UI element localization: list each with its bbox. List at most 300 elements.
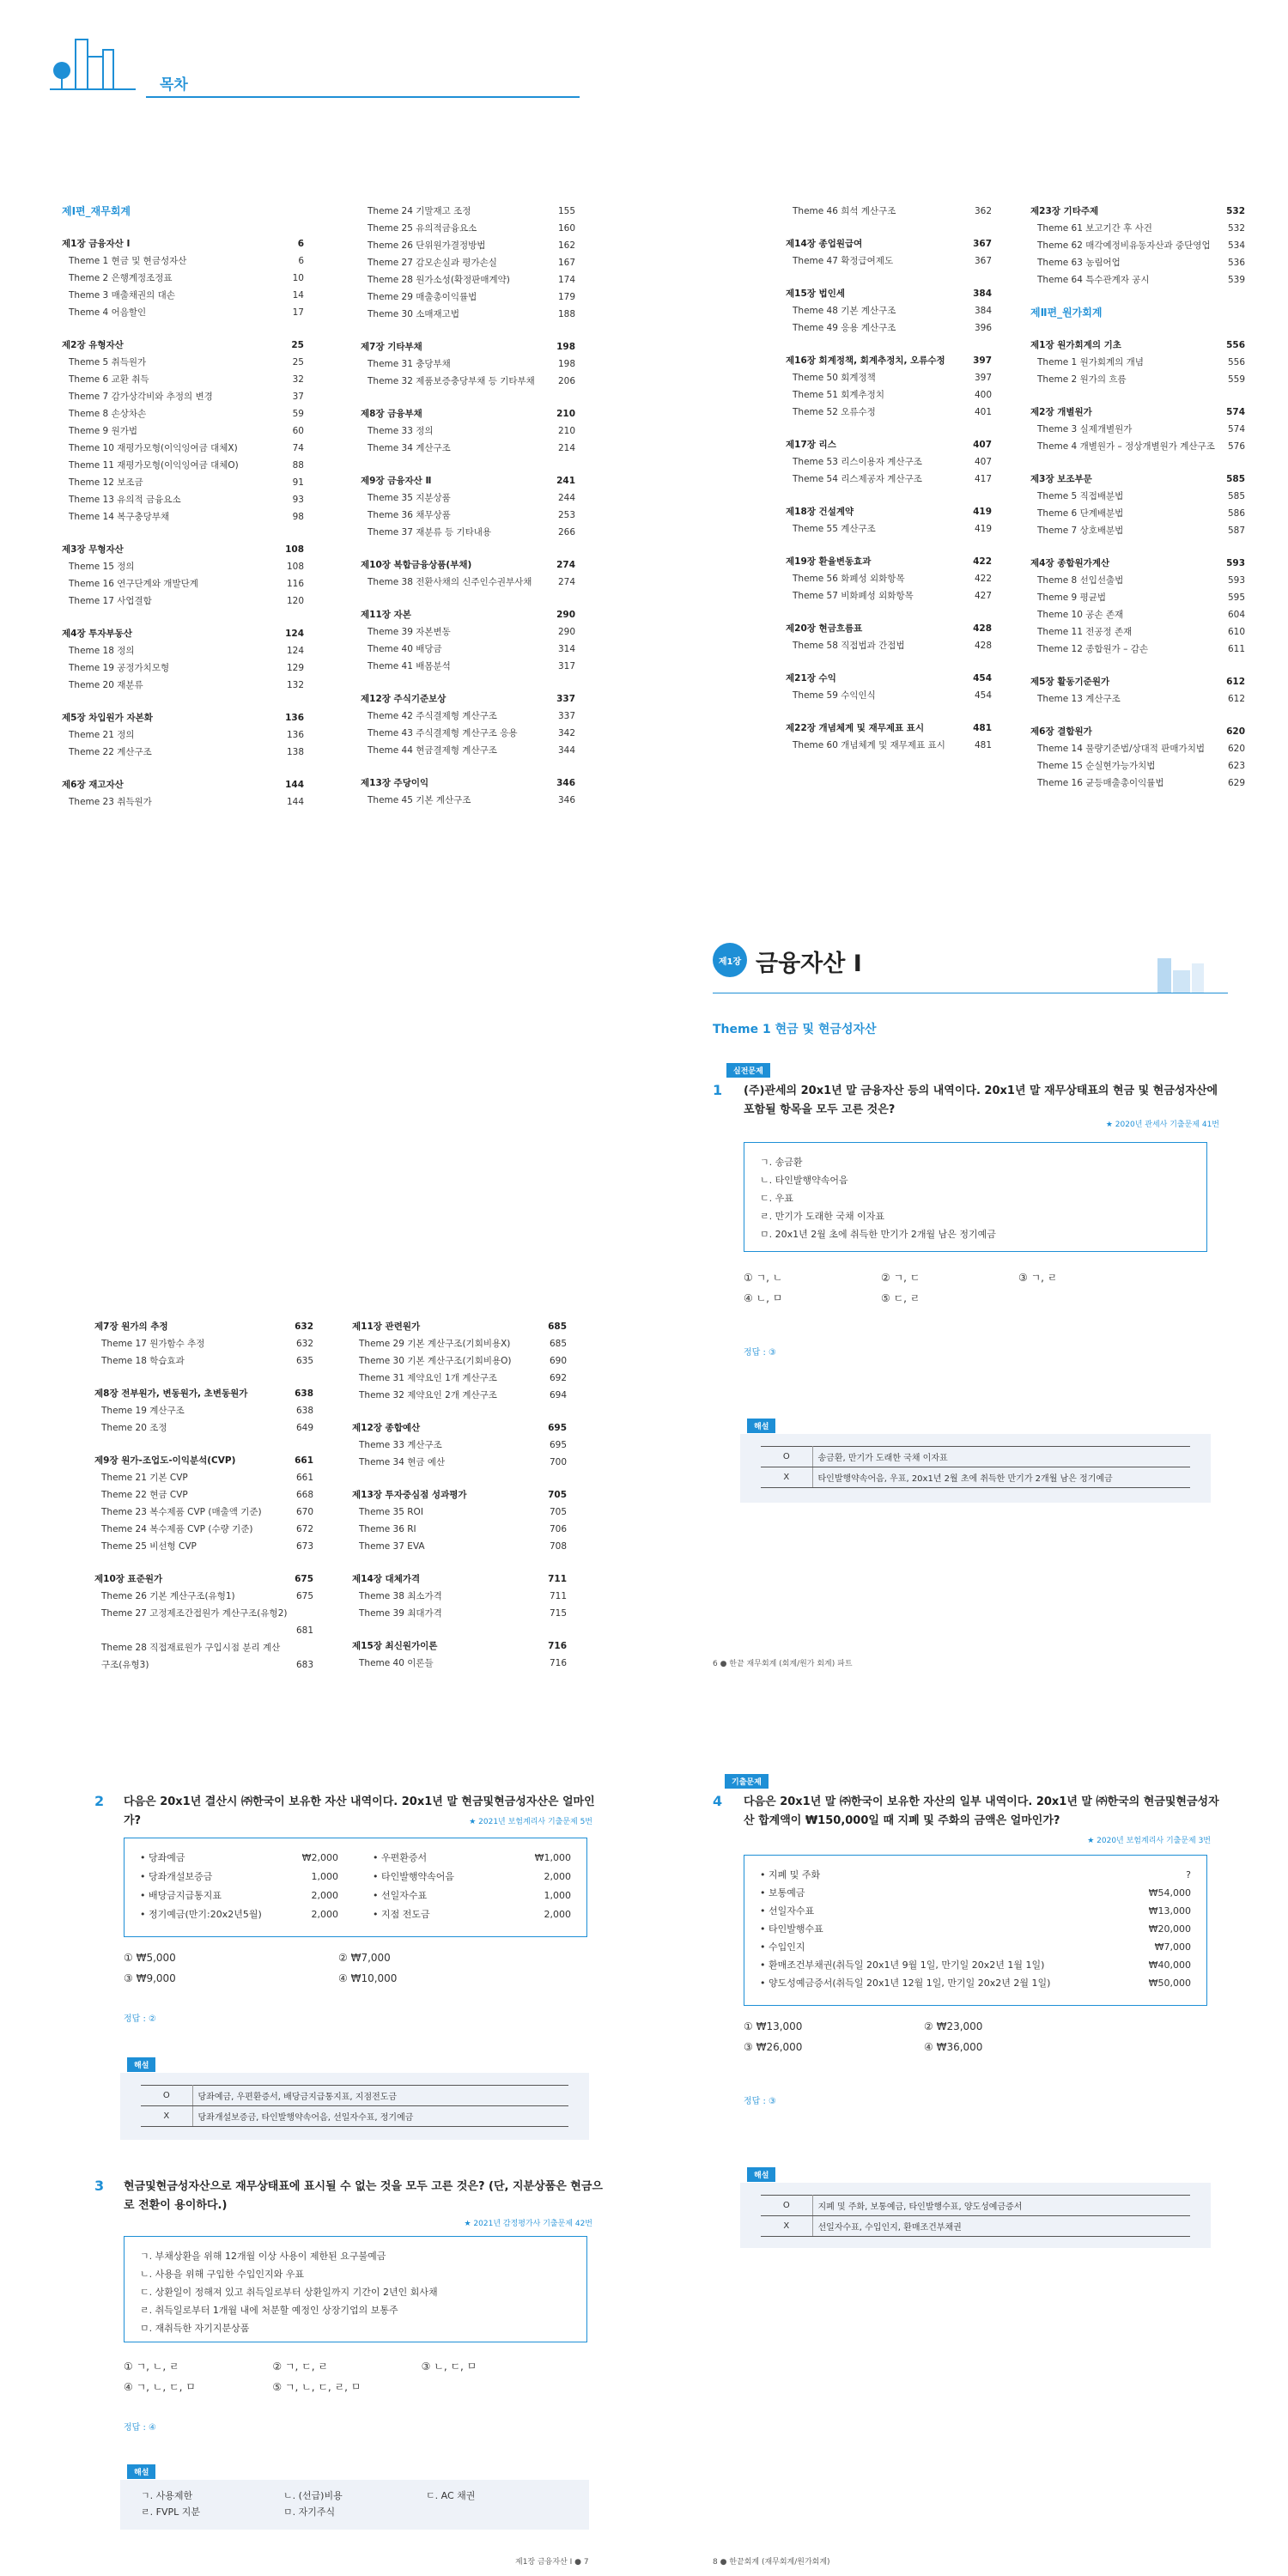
toc-theme-item bbox=[361, 708, 575, 725]
toc-theme-item-label: Theme 37 EVA bbox=[359, 1541, 425, 1552]
toc-theme-item bbox=[1030, 641, 1245, 658]
toc-theme-item bbox=[361, 355, 575, 373]
toc-chapter-label: 제9장 금융자산 Ⅱ bbox=[361, 476, 432, 486]
toc-theme-item-label: Theme 57 비화폐성 외화항목 bbox=[793, 591, 914, 601]
toc-theme-item bbox=[62, 592, 304, 610]
toc-chapter bbox=[361, 556, 575, 574]
toc-theme-item bbox=[786, 404, 992, 421]
toc-chapter-label: 제18장 건설계약 bbox=[786, 507, 854, 517]
toc-block bbox=[62, 625, 304, 694]
toc-theme-item bbox=[361, 422, 575, 440]
toc-chapter bbox=[361, 775, 575, 792]
q2-asset-item-label: • 지점 전도금 bbox=[373, 1909, 430, 1920]
toc-theme-item-label: Theme 23 복수제품 CVP (매출액 기준) bbox=[101, 1507, 262, 1517]
toc-column-3 bbox=[786, 203, 992, 769]
toc-theme-item-label: Theme 13 계산구조 bbox=[1037, 694, 1121, 704]
toc-chapter-label: 제11장 관련원가 bbox=[352, 1321, 421, 1332]
toc-theme-item bbox=[786, 369, 992, 386]
q4-choice: ① ₩13,000 bbox=[744, 2020, 803, 2032]
toc-theme-item-page: 253 bbox=[557, 510, 575, 520]
q4-asset-item-page: ? bbox=[1186, 1869, 1191, 1880]
toc-theme-item-label: Theme 36 RI bbox=[359, 1524, 416, 1534]
q4-asset-item-label: • 선일자수표 bbox=[760, 1905, 815, 1917]
toc-theme-item-page: 244 bbox=[557, 493, 575, 503]
toc-theme-item-label: Theme 30 소매재고법 bbox=[368, 309, 459, 319]
toc-theme-item-page: 266 bbox=[557, 527, 575, 538]
toc-chapter-page: 290 bbox=[556, 610, 575, 620]
toc-block bbox=[352, 1419, 567, 1471]
toc-theme-item bbox=[1030, 271, 1245, 289]
toc-block bbox=[786, 203, 992, 220]
toc-theme-item-page: 17 bbox=[292, 307, 304, 318]
toc-block bbox=[352, 1486, 567, 1555]
toc-theme-item-label: Theme 4 개별원가 – 정상개별원가 계산구조 bbox=[1037, 441, 1215, 452]
toc-theme-item-label: Theme 54 리스제공자 계산구조 bbox=[793, 474, 922, 484]
toc-column-4 bbox=[1030, 203, 1245, 807]
toc-theme-item-label: Theme 38 전환사채의 신주인수권부사채 bbox=[368, 577, 532, 587]
toc-theme-item bbox=[62, 474, 304, 491]
toc-theme-item-page: 593 bbox=[1227, 575, 1245, 586]
toc-theme-item-page: 384 bbox=[974, 306, 992, 316]
toc-chapter bbox=[1030, 555, 1245, 572]
q3-explanation-item: ㄷ. AC 채권 bbox=[426, 2490, 476, 2501]
toc-chapter-label: 제4장 종합원가계산 bbox=[1030, 558, 1110, 568]
toc-chapter-label: 제4장 투자부동산 bbox=[62, 629, 132, 639]
toc-theme-item-label: Theme 13 유의적 금융요소 bbox=[69, 495, 181, 505]
toc-theme-item-label: Theme 26 단위원가결정방법 bbox=[368, 240, 486, 251]
q4-asset-item-label: • 환매조건부채권(취득일 20x1년 9월 1일, 만기일 20x2년 1월 1일) bbox=[760, 1959, 1045, 1971]
toc-block bbox=[361, 556, 575, 591]
q4-text: 다음은 20x1년 말 ㈜한국이 보유한 자산의 일부 내역이다. 20x1년 말 ㈜한국의 현금및현금성자산 합계액이 ₩150,000일 때 지폐 및 주화의 금액은 얼마인가? bbox=[744, 1795, 1219, 1827]
toc-chapter bbox=[62, 625, 304, 642]
toc-chapter-page: 198 bbox=[556, 342, 575, 352]
toc-chapter bbox=[786, 235, 992, 252]
toc-theme-item bbox=[1030, 589, 1245, 606]
toc-chapter-page: 454 bbox=[973, 673, 992, 683]
q1-choices bbox=[744, 1267, 1156, 1309]
toc-theme-item bbox=[361, 725, 575, 742]
toc-theme-item-page: 670 bbox=[295, 1507, 313, 1517]
toc-chapter-label: 제13장 투자중심점 성과평가 bbox=[352, 1490, 467, 1500]
toc-theme-item bbox=[1030, 237, 1245, 254]
toc-chapter-page: 337 bbox=[556, 694, 575, 704]
toc-theme-item-page: 120 bbox=[286, 596, 304, 606]
toc-chapter bbox=[786, 620, 992, 637]
toc-theme-item-page: 536 bbox=[1227, 258, 1245, 268]
q2-asset-item bbox=[140, 1905, 338, 1924]
page-title: 목차 bbox=[160, 76, 188, 94]
toc-theme-item-page: 695 bbox=[549, 1440, 567, 1450]
toc-theme-item-label: Theme 10 공손 존재 bbox=[1037, 610, 1124, 620]
toc-theme-item bbox=[786, 319, 992, 337]
toc-chapter-page: 428 bbox=[973, 623, 992, 634]
q2-items-left bbox=[140, 1849, 338, 1924]
toc-theme-item bbox=[352, 1655, 567, 1672]
q3-statement: ㄴ. 사용을 위해 구입한 수입인지와 우표 bbox=[140, 2269, 304, 2280]
toc-theme-item bbox=[361, 742, 575, 759]
toc-block bbox=[62, 203, 304, 220]
toc-chapter bbox=[361, 405, 575, 422]
toc-theme-item-page: 711 bbox=[549, 1591, 567, 1601]
toc-chapter-label: 제16장 회계정책, 회계추정치, 오류수정 bbox=[786, 355, 945, 366]
explanation-row bbox=[761, 2196, 1190, 2216]
toc-chapter bbox=[1030, 723, 1245, 740]
q4-choice: ④ ₩36,000 bbox=[924, 2041, 983, 2053]
toc-theme-item-label: Theme 12 보조금 bbox=[69, 477, 143, 488]
toc-theme-item-label: Theme 63 농림어업 bbox=[1037, 258, 1121, 268]
toc-theme-item-page: 595 bbox=[1227, 592, 1245, 603]
toc-chapter-page: 397 bbox=[973, 355, 992, 366]
explanation-key: O bbox=[141, 2086, 192, 2106]
toc-theme-item-page: 98 bbox=[292, 512, 304, 522]
toc-block bbox=[1030, 203, 1245, 289]
toc-theme-item-page: 705 bbox=[549, 1507, 567, 1517]
toc-chapter bbox=[94, 1385, 313, 1402]
toc-theme-item bbox=[62, 659, 304, 677]
toc-theme-item-label: Theme 20 재분류 bbox=[69, 680, 143, 690]
toc-theme-item-page: 454 bbox=[974, 690, 992, 701]
toc-theme-item bbox=[1030, 371, 1245, 388]
toc-theme-item-label: Theme 32 제약요인 2개 계산구조 bbox=[359, 1390, 497, 1400]
toc-chapter-label: 제2장 유형자산 bbox=[62, 340, 124, 350]
toc-chapter bbox=[352, 1318, 567, 1335]
toc-theme-item bbox=[786, 587, 992, 605]
q1-explain-tag: 해설 bbox=[747, 1419, 775, 1433]
toc-theme-item bbox=[352, 1387, 567, 1404]
toc-block bbox=[62, 776, 304, 811]
explanation-key: X bbox=[141, 2106, 192, 2127]
toc-theme-item-page: 692 bbox=[549, 1373, 567, 1383]
q2-asset-box bbox=[124, 1838, 587, 1937]
toc-chapter-label: 제6장 결합원가 bbox=[1030, 726, 1092, 737]
q4-explanation bbox=[740, 2183, 1211, 2248]
toc-chapter-page: 556 bbox=[1226, 340, 1245, 350]
toc-chapter-label: 제1장 금융자산 Ⅰ bbox=[62, 239, 131, 249]
toc-theme-item bbox=[352, 1370, 567, 1387]
toc-theme-item-label: Theme 33 계산구조 bbox=[359, 1440, 442, 1450]
toc-theme-item-page: 481 bbox=[974, 740, 992, 750]
toc-theme-item-page: 585 bbox=[1227, 491, 1245, 501]
toc-theme-item-label: Theme 1 원가회계의 개념 bbox=[1037, 357, 1144, 368]
toc-chapter-label: 제13장 주당이익 bbox=[361, 778, 429, 788]
toc-theme-item-page: 167 bbox=[557, 258, 575, 268]
toc-chapter-page: 532 bbox=[1226, 206, 1245, 216]
toc-theme-item-page: 559 bbox=[1227, 374, 1245, 385]
toc-block bbox=[361, 338, 575, 390]
toc-chapter bbox=[361, 690, 575, 708]
toc-theme-item-page: 129 bbox=[286, 663, 304, 673]
q4-asset-item-page: ₩13,000 bbox=[1148, 1905, 1191, 1917]
toc-chapter-page: 620 bbox=[1226, 726, 1245, 737]
toc-block bbox=[1030, 673, 1245, 708]
toc-theme-item-label: Theme 41 배몸분석 bbox=[368, 661, 451, 671]
toc-theme-item-label: Theme 55 계산구조 bbox=[793, 524, 876, 534]
toc-theme-item-label: Theme 40 이론들 bbox=[359, 1658, 434, 1668]
toc-chapter-label: 제7장 기타부채 bbox=[361, 342, 422, 352]
q3-explanation-item: ㄹ. FVPL 지분 bbox=[141, 2506, 200, 2518]
toc-chapter-page: 384 bbox=[973, 289, 992, 299]
q4-asset-box bbox=[744, 1855, 1207, 2006]
toc-block bbox=[1030, 304, 1245, 321]
q4-asset-item-page: ₩20,000 bbox=[1148, 1923, 1191, 1935]
q2-choice: ④ ₩10,000 bbox=[338, 1972, 398, 1984]
toc-theme-item-label: Theme 8 손상차손 bbox=[69, 409, 147, 419]
explanation-row bbox=[141, 2086, 568, 2106]
toc-theme-item-page: 576 bbox=[1227, 441, 1245, 452]
toc-theme-item-page: 210 bbox=[557, 426, 575, 436]
toc-theme-item bbox=[62, 304, 304, 321]
toc-theme-item-page: 532 bbox=[1227, 223, 1245, 234]
toc-theme-item-page: 611 bbox=[1227, 644, 1245, 654]
toc-chapter-page: 661 bbox=[295, 1455, 313, 1466]
toc-theme-item bbox=[1030, 522, 1245, 539]
toc-theme-item-page: 690 bbox=[549, 1356, 567, 1366]
toc-theme-item bbox=[352, 1588, 567, 1605]
toc-chapter-label: 제14장 종업원급여 bbox=[786, 239, 863, 249]
toc-theme-item-page: 14 bbox=[292, 290, 304, 301]
toc-theme-item-page: 108 bbox=[286, 562, 304, 572]
toc-theme-item bbox=[361, 641, 575, 658]
toc-theme-item-label: Theme 7 감가상각비와 추정의 변경 bbox=[69, 392, 213, 402]
toc-theme-item-page: 716 bbox=[549, 1658, 567, 1668]
q4-choice: ③ ₩26,000 bbox=[744, 2041, 803, 2053]
toc-chapter bbox=[786, 670, 992, 687]
explanation-value: 지폐 및 주화, 보통예금, 타인발행수표, 양도성예금증서 bbox=[812, 2196, 1190, 2216]
toc-theme-item bbox=[94, 1335, 313, 1352]
toc-block bbox=[361, 690, 575, 759]
toc-theme-item-page: 419 bbox=[974, 524, 992, 534]
toc-theme-item bbox=[94, 1622, 313, 1639]
toc-theme-item-label: Theme 19 공정가치모형 bbox=[69, 663, 170, 673]
explanation-row bbox=[761, 1467, 1190, 1488]
explanation-row bbox=[761, 1447, 1190, 1467]
toc-theme-item-page: 715 bbox=[549, 1608, 567, 1619]
toc-theme-item-page: 124 bbox=[286, 646, 304, 656]
toc-theme-item-label: Theme 3 매출채권의 대손 bbox=[69, 290, 175, 301]
toc-block bbox=[786, 285, 992, 337]
toc-theme-item-label: Theme 17 원가함수 추정 bbox=[101, 1339, 205, 1349]
toc-theme-item-label: Theme 23 취득원가 bbox=[69, 797, 152, 807]
toc-theme-item bbox=[62, 405, 304, 422]
toc-theme-item-label: Theme 11 전공정 존재 bbox=[1037, 627, 1133, 637]
q2-asset-item bbox=[373, 1886, 571, 1905]
toc-theme-item-page: 179 bbox=[557, 292, 575, 302]
toc-theme-item bbox=[62, 440, 304, 457]
toc-theme-item-page: 317 bbox=[557, 661, 575, 671]
q4-asset-item-label: • 보통예금 bbox=[760, 1887, 805, 1899]
toc-chapter-page: 675 bbox=[295, 1574, 313, 1584]
q2-asset-item-label: • 정기예금(만기:20x2년5월) bbox=[140, 1909, 262, 1920]
toc-theme-item-label: Theme 29 매출총이익률법 bbox=[368, 292, 477, 302]
toc-chapter-label: 제23장 기타주제 bbox=[1030, 206, 1099, 216]
toc-theme-item-page: 344 bbox=[557, 745, 575, 756]
q2-choice: ② ₩7,000 bbox=[338, 1952, 391, 1964]
toc-theme-item-label: Theme 34 현금 예산 bbox=[359, 1457, 446, 1467]
toc-theme-item-page: 586 bbox=[1227, 508, 1245, 519]
q2-asset-item bbox=[373, 1905, 571, 1924]
toc-theme-item-page: 337 bbox=[557, 711, 575, 721]
toc-block bbox=[786, 553, 992, 605]
toc-theme-item bbox=[786, 203, 992, 220]
toc-theme-item-page: 422 bbox=[974, 574, 992, 584]
toc-chapter bbox=[786, 285, 992, 302]
q2-choices bbox=[124, 1947, 553, 1989]
q2-answer: 정답 : ② bbox=[124, 2014, 157, 2024]
toc-theme-item-page: 155 bbox=[557, 206, 575, 216]
toc-theme-item-page: 37 bbox=[292, 392, 304, 402]
toc-mid-column-2 bbox=[352, 1318, 567, 1687]
toc-theme-item-label: Theme 21 정의 bbox=[69, 730, 135, 740]
q1-statement: ㄹ. 만기가 도래한 국채 이자표 bbox=[760, 1211, 884, 1222]
toc-theme-item bbox=[1030, 488, 1245, 505]
toc-theme-item-page: 397 bbox=[974, 373, 992, 383]
toc-chapter-label: 제15장 법인세 bbox=[786, 289, 845, 299]
toc-theme-item-label: Theme 10 재평가모형(이익잉여금 대체X) bbox=[69, 443, 238, 453]
q4-asset-item-page: ₩54,000 bbox=[1148, 1887, 1191, 1899]
toc-theme-item-page: 673 bbox=[295, 1541, 313, 1552]
toc-theme-item-page: 700 bbox=[549, 1457, 567, 1467]
toc-theme-item bbox=[786, 737, 992, 754]
q3-choices bbox=[124, 2356, 570, 2397]
toc-chapter-page: 685 bbox=[548, 1321, 567, 1332]
toc-theme-item-label: Theme 15 정의 bbox=[69, 562, 135, 572]
explanation-key: X bbox=[761, 2216, 812, 2237]
toc-theme-item-page: 428 bbox=[974, 641, 992, 651]
toc-chapter-page: 241 bbox=[556, 476, 575, 486]
toc-block bbox=[361, 606, 575, 675]
toc-part-heading: 제Ⅰ편_재무회계 bbox=[62, 205, 131, 217]
toc-chapter-page: 136 bbox=[285, 713, 304, 723]
toc-chapter-label: 제1장 원가회계의 기초 bbox=[1030, 340, 1121, 350]
toc-theme-item-page: 620 bbox=[1227, 744, 1245, 754]
toc-theme-item bbox=[361, 489, 575, 507]
toc-theme-item bbox=[361, 658, 575, 675]
toc-chapter-label: 제9장 원가-조업도-이익분석(CVP) bbox=[94, 1455, 236, 1466]
toc-theme-item-page: 74 bbox=[292, 443, 304, 453]
header-divider bbox=[146, 96, 580, 98]
toc-chapter-label: 제20장 현금흐름표 bbox=[786, 623, 863, 634]
toc-block bbox=[361, 405, 575, 457]
q3-choice: ③ ㄴ, ㄷ, ㅁ bbox=[421, 2360, 477, 2372]
toc-chapter bbox=[786, 352, 992, 369]
toc-chapter bbox=[352, 1486, 567, 1504]
toc-chapter-page: 716 bbox=[548, 1641, 567, 1651]
toc-chapter-page: 705 bbox=[548, 1490, 567, 1500]
toc-theme-item bbox=[1030, 438, 1245, 455]
q1-statement-box bbox=[744, 1142, 1207, 1252]
toc-theme-item bbox=[361, 507, 575, 524]
q3-explanation bbox=[120, 2480, 589, 2530]
toc-theme-item-page: 556 bbox=[1227, 357, 1245, 368]
q2-choice: ③ ₩9,000 bbox=[124, 1972, 176, 1984]
toc-theme-item-page: 427 bbox=[974, 591, 992, 601]
toc-theme-item-page: 314 bbox=[557, 644, 575, 654]
toc-theme-item-page: 401 bbox=[974, 407, 992, 417]
toc-theme-item bbox=[1030, 254, 1245, 271]
q1-choice: ① ㄱ, ㄴ bbox=[744, 1272, 783, 1284]
toc-theme-item-label: Theme 39 최대가격 bbox=[359, 1608, 442, 1619]
toc-theme-item bbox=[62, 642, 304, 659]
q4-asset-item bbox=[760, 1920, 1191, 1938]
q3-source: ★ 2021년 감정평가사 기출문제 42번 bbox=[464, 2220, 592, 2228]
building-logo-icon bbox=[50, 33, 136, 93]
toc-theme-item-label: Theme 61 보고기간 후 사건 bbox=[1037, 223, 1152, 234]
toc-theme-item bbox=[361, 271, 575, 289]
toc-theme-item bbox=[361, 289, 575, 306]
q1-choice: ⑤ ㄷ, ㄹ bbox=[881, 1292, 920, 1304]
toc-theme-item-page: 93 bbox=[292, 495, 304, 505]
q3-answer: 정답 : ④ bbox=[124, 2423, 157, 2433]
toc-theme-item-label: Theme 40 배당금 bbox=[368, 644, 442, 654]
toc-theme-item-label: Theme 18 학습효과 bbox=[101, 1356, 185, 1366]
toc-theme-item-page: 706 bbox=[549, 1524, 567, 1534]
toc-chapter-page: 108 bbox=[285, 544, 304, 555]
toc-theme-item-page: 342 bbox=[557, 728, 575, 738]
q2-asset-item bbox=[373, 1868, 571, 1886]
toc-theme-item-label: Theme 62 매각예정비유동자산과 중단영업 bbox=[1037, 240, 1211, 251]
toc-chapter-label: 제3장 보조부문 bbox=[1030, 474, 1092, 484]
toc-theme-item bbox=[94, 1352, 313, 1370]
toc-theme-item-page: 136 bbox=[286, 730, 304, 740]
toc-theme-item-page: 587 bbox=[1227, 526, 1245, 536]
toc-chapter-label: 제19장 환율변동효과 bbox=[786, 556, 872, 567]
toc-block bbox=[361, 203, 575, 323]
toc-theme-item-page: 629 bbox=[1227, 778, 1245, 788]
q1-explanation bbox=[740, 1434, 1211, 1503]
toc-chapter-page: 419 bbox=[973, 507, 992, 517]
q1-statement: ㄴ. 타인발행약속어음 bbox=[760, 1175, 848, 1186]
q2-text: 다음은 20x1년 결산시 ㈜한국이 보유한 자산 내역이다. 20x1년 말 현금및현금성자산은 얼마인가? bbox=[124, 1795, 595, 1827]
theme-heading: Theme 1 현금 및 현금성자산 bbox=[713, 1023, 877, 1036]
toc-theme-item-page: 632 bbox=[295, 1339, 313, 1349]
toc-block bbox=[361, 472, 575, 541]
q1-choice: ③ ㄱ, ㄹ bbox=[1018, 1272, 1058, 1284]
toc-theme-item-label: Theme 26 기본 계산구조(유형1) bbox=[101, 1591, 235, 1601]
toc-theme-item-label: Theme 35 ROI bbox=[359, 1507, 423, 1517]
toc-theme-item-label: Theme 24 기말재고 조정 bbox=[368, 206, 471, 216]
explanation-value: 당좌개설보증금, 타인발행약속어음, 선일자수표, 정기예금 bbox=[192, 2106, 568, 2127]
toc-theme-item bbox=[62, 287, 304, 304]
toc-theme-item bbox=[94, 1538, 313, 1555]
toc-chapter bbox=[62, 709, 304, 726]
q3-statement: ㄱ. 부채상환을 위해 12개월 이상 사용이 제한된 요구불예금 bbox=[140, 2251, 386, 2262]
toc-theme-item bbox=[1030, 623, 1245, 641]
toc-chapter bbox=[94, 1452, 313, 1469]
q4-asset-item bbox=[760, 1956, 1191, 1974]
chapter-badge: 제1장 bbox=[713, 943, 747, 977]
toc-block bbox=[1030, 471, 1245, 539]
explanation-value: 송금환, 만기가 도래한 국채 이자표 bbox=[812, 1447, 1190, 1467]
q2-explanation bbox=[120, 2073, 589, 2140]
explanation-value: 선일자수표, 수입인지, 환매조건부채권 bbox=[812, 2216, 1190, 2237]
toc-theme-item bbox=[1030, 775, 1245, 792]
q2-asset-item-label: • 타인발행약속어음 bbox=[373, 1871, 454, 1882]
q3-choice: ⑤ ㄱ, ㄴ, ㄷ, ㄹ, ㅁ bbox=[272, 2381, 361, 2393]
toc-block bbox=[352, 1637, 567, 1672]
toc-block bbox=[94, 1571, 313, 1674]
toc-chapter-page: 274 bbox=[556, 560, 575, 570]
toc-theme-item-page: 708 bbox=[549, 1541, 567, 1552]
toc-chapter-page: 481 bbox=[973, 723, 992, 733]
toc-theme-item bbox=[62, 793, 304, 811]
toc-chapter bbox=[1030, 203, 1245, 220]
q3-statement: ㅁ. 재취득한 자기지분상품 bbox=[140, 2323, 250, 2334]
q4-asset-item-page: ₩7,000 bbox=[1154, 1941, 1191, 1953]
q2-asset-item bbox=[373, 1849, 571, 1868]
toc-theme-item bbox=[361, 623, 575, 641]
q2-asset-item-page: 2,000 bbox=[311, 1909, 338, 1920]
q3-choice: ② ㄱ, ㄷ, ㄹ bbox=[272, 2360, 328, 2372]
